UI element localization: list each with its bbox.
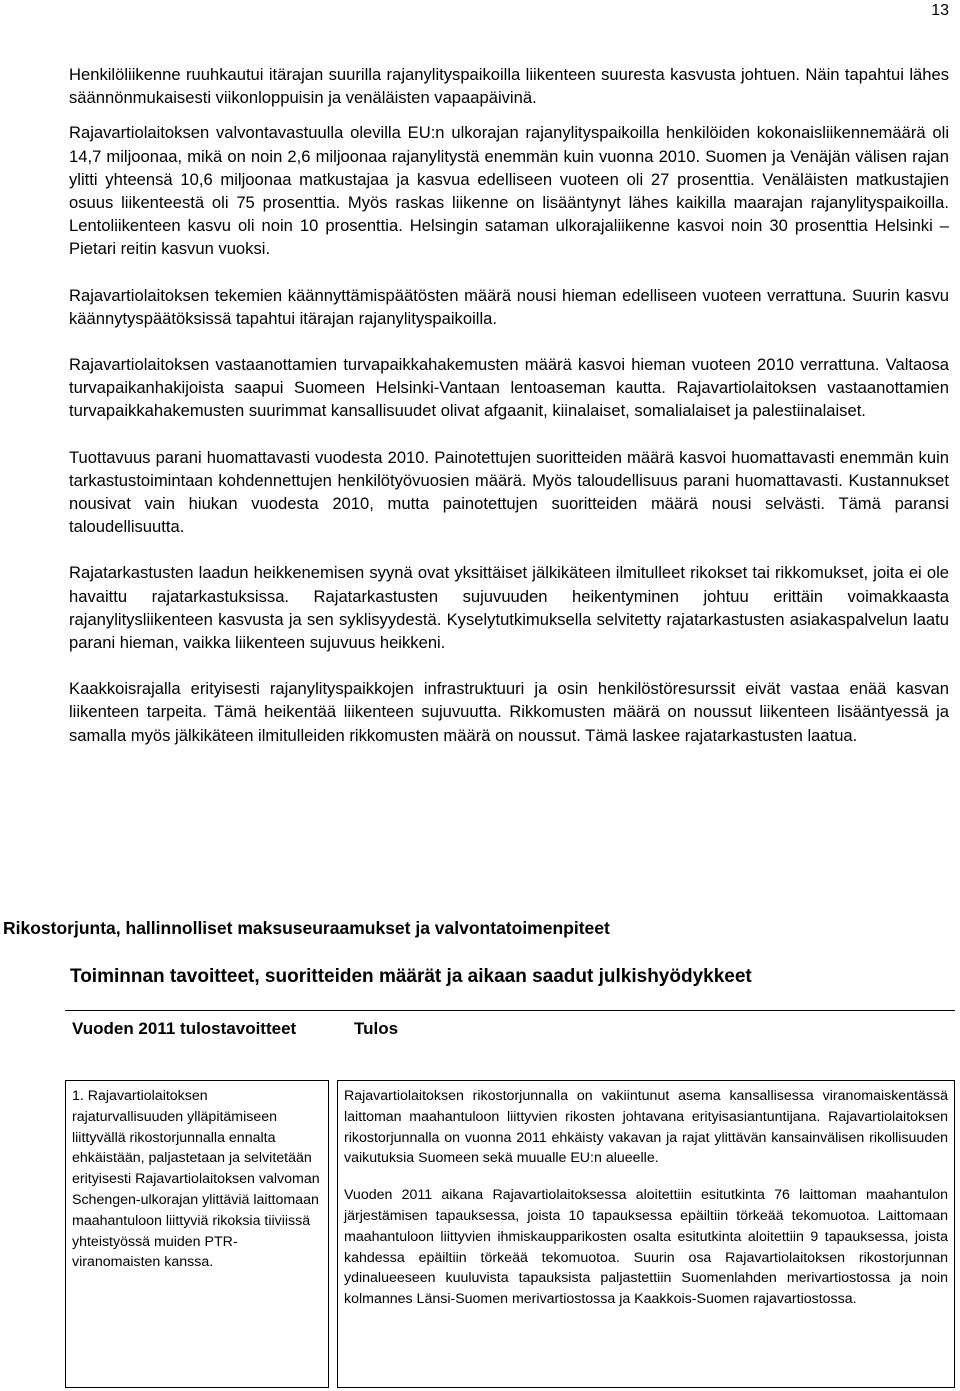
paragraph-refusals: Rajavartiolaitoksen tekemien käännyttämispäätösten määrä nousi hieman edelliseen vuoteen verrattuna. Suurin kasvu käännytyspäätöksissä tapahtui itärajan rajanylityspaikoilla.	[69, 285, 949, 328]
paragraph-asylum: Rajavartiolaitoksen vastaanottamien turvapaikkahakemusten määrä kasvoi hieman vuoteen 2010 verrattuna. Valtaosa turvapaikanhakijoista saapui Suomeen Helsinki-Vantaan lentoaseman kautta. Rajavartiolaitoksen vastaanottamien turvapaikkahakemusten suurimmat kansallisuudet olivat afgaanit, kiinalaiset, somalialaiset ja palestiinalaiset.	[69, 355, 949, 421]
result-cell	[337, 1080, 955, 1388]
paragraph-passenger-congestion: Henkilöliikenne ruuhkautui itärajan suurilla rajanylityspaikoilla liikenteen suuresta kasvusta johtuen. Näin tapahtui lähes säännönmukaisesti viikonloppuisin ja venäläisten vapaapäivinä.	[69, 65, 949, 108]
table-header-result: Tulos	[354, 1019, 399, 1038]
table-header	[65, 1010, 955, 1073]
goal-cell	[65, 1080, 329, 1388]
paragraph-southeast-border: Kaakkoisrajalla erityisesti rajanylityspaikkojen infrastruktuuri ja osin henkilöstöresurssit eivät vastaa enää kasvan liikenteen tarpeita. Tämä heikentää liikenteen sujuvuutta. Rikkomusten määrä on noussut liikenteen lisääntyessä ja samalla myös jälkikäteen ilmitulleiden rikkomusten määrä on noussut. Tämä laskee rajatarkastusten laatua.	[69, 679, 949, 745]
table-header-goal: Vuoden 2011 tulostavoitteet	[72, 1019, 297, 1038]
result-paragraph: Vuoden 2011 aikana Rajavartiolaitoksessa aloitettiin esitutkinta 76 laittoman maahantulon järjestämisen tapauksessa, joista 10 tapauksessa epäiltiin törkeää tekomuotoa. Laittomaan maahantuloon liittyvien ihmiskaupparikosten osalta esitutkinta aloitettiin 9 tapauksessa, joista kahdessa epäiltiin törkeää tekomuotoa. Suurin osa Rajavartiolaitoksen rikostorjunnan ydinalueeseen kuuluvista tapauksista paljastettiin Suomenlahden merivartiostossa ja noin kolmannes Länsi-Suomen merivartiostossa ja Kaakkois-Suomen rajavartiostossa.	[344, 1187, 948, 1308]
result-paragraph: Rajavartiolaitoksen rikostorjunnalla on vakiintunut asema kansallisessa viranomaiskentässä laittoman maahantuloon liittyvien rikosten johtavana erityisasiantuntijana. Rajavartiolaitoksen rikostorjunnalla on vuonna 2011 ehkäisty vakavan ja rajat ylittävän kansainvälisen rikollisuuden vaikutuksia Suomeen sekä muualle EU:n alueelle.	[344, 1088, 948, 1167]
subsection-heading: Toiminnan tavoitteet, suoritteiden määrät ja aikaan saadut julkishyödykkeet	[70, 966, 752, 987]
section-heading: Rikostorjunta, hallinnolliset maksuseuraamukset ja valvontatoimenpiteet	[3, 918, 610, 938]
paragraph-traffic-volume: Rajavartiolaitoksen valvontavastuulla olevilla EU:n ulkorajan rajanylityspaikoilla henkilöiden kokonaisliikennemäärä oli 14,7 miljoonaa, mikä on noin 2,6 miljoonaa rajanylitystä enemmän kuin vuonna 2010. Suomen ja Venäjän välisen rajan ylitti yhteensä 10,6 miljoonaa matkustajaa ja kasvua edelliseen vuoteen oli 27 prosenttia. Venäläisten matkustajien osuus liikenteestä oli 75 prosenttia. Myös raskas liikenne on lisääntynyt lähes kaikilla maarajan rajanylityspaikoilla. Lentoliikenteen kasvu oli noin 10 prosenttia. Helsingin sataman ulkorajaliikenne kasvoi noin 30 prosenttia Helsinki – Pietari reitin kasvun vuoksi.	[69, 123, 949, 259]
goal-text: 1. Rajavartiolaitoksen rajaturvallisuuden ylläpitämiseen liittyvällä rikostorjunnalla ennalta ehkäistään, paljastetaan ja selvitetään erityisesti Rajavartiolaitoksen valvoman Schengen-ulkorajan ylittäviä laittomaan maahantuloon liittyviä rikoksia tiiviissä yhteistyössä muiden PTR-viranomaisten kanssa.	[72, 1088, 320, 1271]
body-text	[69, 63, 949, 770]
paragraph-quality: Rajatarkastusten laadun heikkenemisen syynä ovat yksittäiset jälkikäteen ilmitulleet rikokset tai rikkomukset, joita ei ole havaittu rajatarkastuksissa. Rajatarkastusten sujuvuuden heikentyminen johtuu erittäin voimakkaasta rajanylitysliikenteen kasvusta ja sen syklisyydestä. Kyselytutkimuksella selvitetty rajatarkastusten asiakaspalvelun laatu parani hieman, vaikka liikenteen sujuvuus heikkeni.	[69, 563, 949, 653]
paragraph-productivity: Tuottavuus parani huomattavasti vuodesta 2010. Painotettujen suoritteiden määrä kasvoi huomattavasti enemmän kuin tarkastustoimintaan kohdennettujen henkilötyövuosien määrä. Myös taloudellisuus parani huomattavasti. Kustannukset nousivat vain hiukan vuodesta 2010, mutta painotettujen suoritteiden määrä nousi selvästi. Tämä paransi taloudellisuutta.	[69, 447, 949, 537]
page-number: 13	[931, 2, 949, 19]
